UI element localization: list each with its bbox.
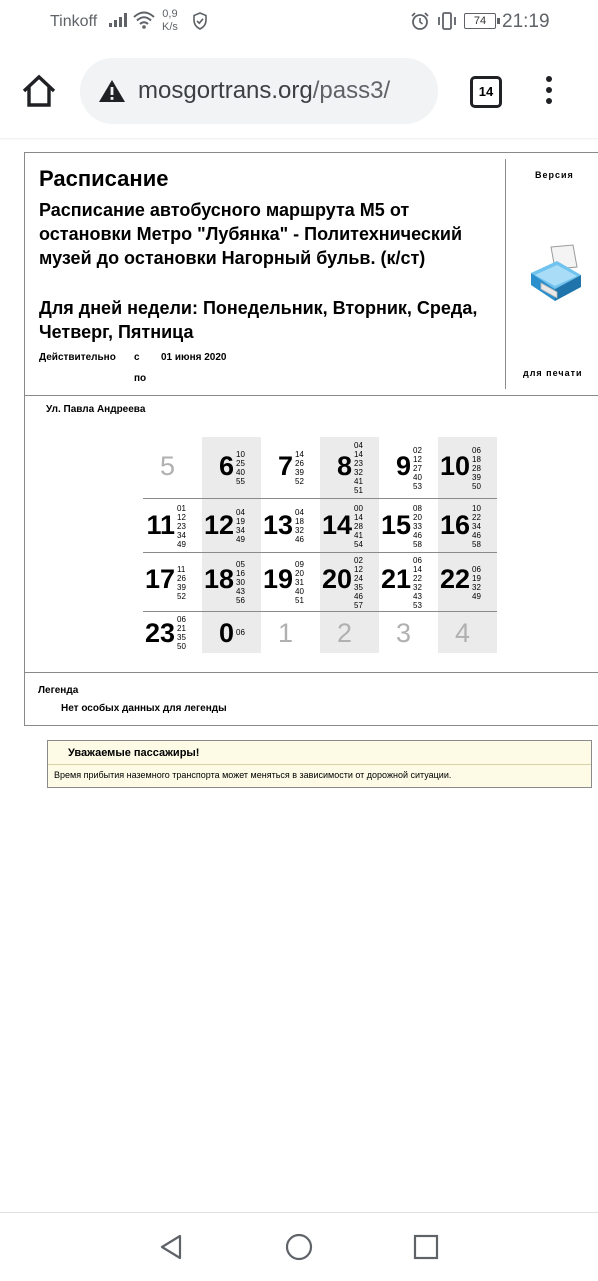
more-menu-icon[interactable] xyxy=(546,76,552,109)
minutes-list xyxy=(472,446,481,491)
legend-divider xyxy=(25,672,598,673)
minute-value: 05 xyxy=(236,560,245,569)
hour-cell xyxy=(143,553,202,612)
minute-value: 49 xyxy=(472,592,481,601)
hour-label: 1 xyxy=(277,618,293,648)
minute-value: 25 xyxy=(236,459,245,468)
vibrate-icon xyxy=(436,11,458,36)
hour-label: 18 xyxy=(203,564,234,594)
minute-value: 58 xyxy=(472,540,481,549)
hour-label: 21 xyxy=(380,564,411,594)
hour-label: 5 xyxy=(159,451,175,481)
hour-cell xyxy=(379,437,438,499)
minute-value: 12 xyxy=(413,455,422,464)
minutes-list xyxy=(472,504,481,549)
minute-value: 12 xyxy=(354,565,363,574)
minute-value: 35 xyxy=(354,583,363,592)
hour-cell xyxy=(202,612,261,653)
minute-value: 06 xyxy=(236,628,245,637)
minute-value: 43 xyxy=(236,587,245,596)
minutes-list xyxy=(413,446,422,491)
browser-toolbar xyxy=(0,46,598,138)
minute-value: 35 xyxy=(177,633,186,642)
minute-value: 43 xyxy=(413,592,422,601)
minutes-list xyxy=(236,628,245,637)
carrier-name: Tinkoff xyxy=(50,13,98,30)
minutes-list xyxy=(413,504,422,549)
minute-value: 50 xyxy=(472,482,481,491)
minute-value: 54 xyxy=(354,540,363,549)
weekdays-description: Для дней недели: Понедельник, Вторник, Среда, Четверг, Пятница xyxy=(39,298,478,342)
hour-cell xyxy=(261,499,320,553)
hour-label: 22 xyxy=(439,564,470,594)
minute-value: 10 xyxy=(472,504,481,513)
route-description: Расписание автобусного маршрута М5 от остановки Метро "Лубянка" - Политехнический музей до остановки Нагорный бульв. (к/ст) xyxy=(39,200,463,268)
hour-cell xyxy=(379,499,438,553)
stop-name: Ул. Павла Андреева xyxy=(46,404,146,415)
minute-value: 22 xyxy=(472,513,481,522)
minute-value: 04 xyxy=(236,508,245,517)
hour-label: 9 xyxy=(395,451,411,481)
minutes-list xyxy=(472,565,481,601)
minutes-list xyxy=(354,441,363,495)
minute-value: 41 xyxy=(354,531,363,540)
minute-value: 11 xyxy=(177,565,186,574)
minute-value: 24 xyxy=(354,574,363,583)
system-navigation-bar xyxy=(0,1212,598,1281)
minute-value: 28 xyxy=(472,464,481,473)
minute-value: 22 xyxy=(413,574,422,583)
minute-value: 04 xyxy=(354,441,363,450)
minute-value: 21 xyxy=(177,624,186,633)
hour-label: 8 xyxy=(336,451,352,481)
hour-label: 15 xyxy=(380,510,411,540)
signal-icon xyxy=(108,12,128,33)
minute-value: 08 xyxy=(413,504,422,513)
hour-cell xyxy=(261,612,320,653)
minute-value: 19 xyxy=(236,517,245,526)
hour-cell xyxy=(202,499,261,553)
page-title: Расписание xyxy=(39,166,169,191)
alarm-icon xyxy=(410,11,430,36)
network-speed xyxy=(162,8,178,34)
minute-value: 06 xyxy=(177,615,186,624)
home-icon[interactable] xyxy=(20,74,58,113)
minute-value: 34 xyxy=(177,531,186,540)
minute-value: 28 xyxy=(354,522,363,531)
minute-value: 04 xyxy=(295,508,304,517)
hour-label: 20 xyxy=(321,564,352,594)
minute-value: 14 xyxy=(354,513,363,522)
minute-value: 50 xyxy=(177,642,186,651)
minute-value: 16 xyxy=(236,569,245,578)
valid-from-date: 01 июня 2020 xyxy=(161,352,227,363)
hour-label: 10 xyxy=(439,451,470,481)
battery-icon: 74 xyxy=(464,13,496,29)
minute-value: 46 xyxy=(295,535,304,544)
legend-text: Нет особых данных для легенды xyxy=(61,703,227,714)
minute-value: 46 xyxy=(472,531,481,540)
minute-value: 06 xyxy=(472,565,481,574)
minute-value: 20 xyxy=(413,513,422,522)
minutes-list xyxy=(295,560,304,605)
minute-value: 19 xyxy=(472,574,481,583)
print-label[interactable]: для печати xyxy=(523,368,583,378)
minute-value: 23 xyxy=(354,459,363,468)
minute-value: 12 xyxy=(177,513,186,522)
minute-value: 06 xyxy=(413,556,422,565)
clock: 21:19 xyxy=(502,11,550,32)
minutes-list xyxy=(413,556,422,610)
minute-value: 18 xyxy=(295,517,304,526)
minute-value: 51 xyxy=(295,596,304,605)
schedule-frame xyxy=(24,152,598,726)
hour-cell xyxy=(379,553,438,612)
minutes-list xyxy=(354,556,363,610)
hour-cell xyxy=(438,499,497,553)
minute-value: 55 xyxy=(236,477,245,486)
minutes-list xyxy=(236,508,245,544)
minute-value: 09 xyxy=(295,560,304,569)
minutes-list xyxy=(295,508,304,544)
minute-value: 02 xyxy=(354,556,363,565)
recent-apps-icon[interactable] xyxy=(413,1234,439,1265)
hour-label: 13 xyxy=(262,510,293,540)
minutes-list xyxy=(236,560,245,605)
notice-divider xyxy=(48,764,591,765)
minutes-list xyxy=(236,450,245,486)
minute-value: 33 xyxy=(413,522,422,531)
hour-cell xyxy=(143,612,202,653)
minute-value: 49 xyxy=(177,540,186,549)
hour-label: 7 xyxy=(277,451,293,481)
minute-value: 52 xyxy=(177,592,186,601)
speed-unit: K/s xyxy=(162,21,178,33)
from-label: с xyxy=(134,352,140,363)
warning-icon[interactable] xyxy=(98,79,126,108)
minute-value: 02 xyxy=(413,446,422,455)
minute-value: 49 xyxy=(236,535,245,544)
url-host: mosgortrans.org xyxy=(138,77,313,104)
minute-value: 51 xyxy=(354,486,363,495)
passenger-notice xyxy=(47,740,592,788)
hour-label: 11 xyxy=(146,510,175,540)
minute-value: 40 xyxy=(295,587,304,596)
version-label: Версия xyxy=(535,170,574,180)
minute-value: 46 xyxy=(413,531,422,540)
minutes-list xyxy=(177,504,186,549)
minute-value: 23 xyxy=(177,522,186,531)
minute-value: 31 xyxy=(295,578,304,587)
minute-value: 32 xyxy=(354,468,363,477)
minutes-list xyxy=(354,504,363,549)
hour-label: 6 xyxy=(218,451,234,481)
status-bar xyxy=(0,0,598,46)
minute-value: 40 xyxy=(413,473,422,482)
minute-value: 34 xyxy=(236,526,245,535)
notice-text: Время прибытия наземного транспорта может меняться в зависимости от дорожной ситуации. xyxy=(54,770,452,780)
hour-cell xyxy=(202,553,261,612)
notice-title: Уважаемые пассажиры! xyxy=(68,747,200,759)
minute-value: 30 xyxy=(236,578,245,587)
hour-cell xyxy=(320,612,379,653)
hour-cell xyxy=(320,553,379,612)
hour-grid xyxy=(143,437,497,653)
url-text[interactable] xyxy=(138,77,390,105)
hour-cell xyxy=(379,612,438,653)
minute-value: 32 xyxy=(472,583,481,592)
hour-label: 12 xyxy=(203,510,234,540)
hour-label: 0 xyxy=(218,618,234,648)
hour-label: 19 xyxy=(262,564,293,594)
hour-cell xyxy=(438,612,497,653)
legend-title: Легенда xyxy=(38,685,79,696)
valid-label: Действительно xyxy=(39,352,116,363)
home-nav-icon[interactable] xyxy=(285,1233,313,1266)
minute-value: 26 xyxy=(177,574,186,583)
hour-label: 17 xyxy=(144,564,175,594)
hour-cell xyxy=(320,499,379,553)
hour-cell xyxy=(143,499,202,553)
hour-cell xyxy=(261,437,320,499)
shield-icon xyxy=(192,12,208,35)
minute-value: 40 xyxy=(236,468,245,477)
minute-value: 26 xyxy=(295,459,304,468)
minute-value: 14 xyxy=(413,565,422,574)
minute-value: 39 xyxy=(295,468,304,477)
hour-cell xyxy=(261,553,320,612)
minute-value: 06 xyxy=(472,446,481,455)
minute-value: 39 xyxy=(177,583,186,592)
hour-label: 16 xyxy=(439,510,470,540)
minute-value: 20 xyxy=(295,569,304,578)
minute-value: 00 xyxy=(354,504,363,513)
minute-value: 53 xyxy=(413,601,422,610)
schedule-header xyxy=(25,153,598,396)
minute-value: 14 xyxy=(354,450,363,459)
address-bar[interactable] xyxy=(80,58,438,124)
minute-value: 27 xyxy=(413,464,422,473)
minutes-list xyxy=(295,450,304,486)
hour-cell xyxy=(320,437,379,499)
hour-cell xyxy=(438,437,497,499)
printer-icon[interactable] xyxy=(527,243,583,310)
hour-label: 14 xyxy=(321,510,352,540)
minutes-list xyxy=(177,615,186,651)
header-divider xyxy=(505,159,506,389)
back-icon[interactable] xyxy=(158,1233,184,1266)
to-label: по xyxy=(134,373,147,384)
minute-value: 58 xyxy=(413,540,422,549)
hour-label: 23 xyxy=(144,618,175,648)
minute-value: 39 xyxy=(472,473,481,482)
speed-value: 0,9 xyxy=(162,8,178,20)
minute-value: 41 xyxy=(354,477,363,486)
minute-value: 53 xyxy=(413,482,422,491)
hour-label: 2 xyxy=(336,618,352,648)
wifi-icon xyxy=(132,10,156,35)
minute-value: 56 xyxy=(236,596,245,605)
minute-value: 32 xyxy=(295,526,304,535)
minute-value: 14 xyxy=(295,450,304,459)
minute-value: 57 xyxy=(354,601,363,610)
minute-value: 18 xyxy=(472,455,481,464)
grid-line xyxy=(143,552,497,553)
minutes-list xyxy=(177,565,186,601)
minute-value: 10 xyxy=(236,450,245,459)
hour-cell xyxy=(438,553,497,612)
hour-cell xyxy=(143,437,202,499)
grid-line xyxy=(143,611,497,612)
minute-value: 46 xyxy=(354,592,363,601)
hour-cell xyxy=(202,437,261,499)
minute-value: 52 xyxy=(295,477,304,486)
minute-value: 32 xyxy=(413,583,422,592)
hour-label: 4 xyxy=(454,618,470,648)
url-path: /pass3/ xyxy=(312,77,391,104)
minute-value: 34 xyxy=(472,522,481,531)
minute-value: 01 xyxy=(177,504,186,513)
hour-label: 3 xyxy=(395,618,411,648)
grid-line xyxy=(143,498,497,499)
tab-switcher-button[interactable]: 14 xyxy=(470,76,502,108)
